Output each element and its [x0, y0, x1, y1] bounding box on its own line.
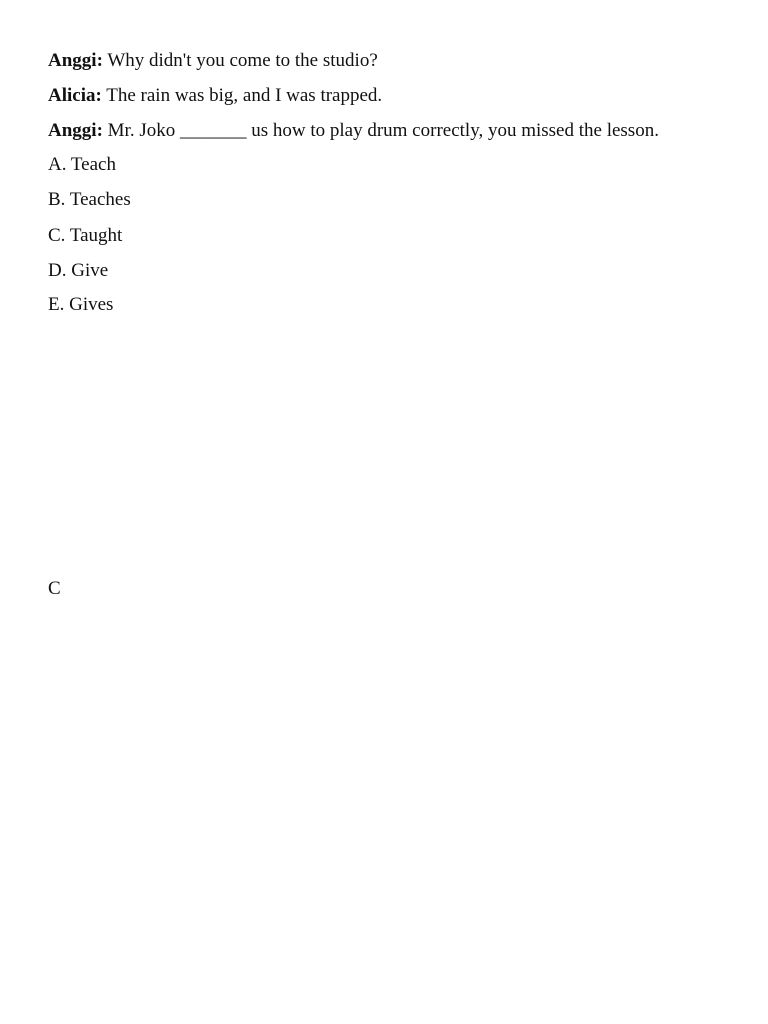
dialogue-text: The rain was big, and I was trapped.	[101, 85, 383, 106]
option-b: B. Teaches	[48, 189, 131, 210]
option-a: A. Teach	[48, 154, 116, 175]
option-d: D. Give	[48, 260, 109, 281]
option-e: E. Gives	[48, 294, 114, 315]
dialogue-text: Mr. Joko _______ us how to play drum correctly, you missed the lesson.	[102, 120, 659, 141]
option-c: C. Taught	[48, 225, 123, 246]
dialogue-line	[48, 121, 659, 140]
dialogue-text: Why didn't you come to the studio?	[102, 50, 378, 71]
dialogue-line	[48, 51, 378, 70]
speaker-name: Anggi:	[48, 50, 103, 71]
speaker-name: Alicia:	[48, 85, 102, 106]
speaker-name: Anggi:	[48, 120, 103, 141]
answer-key: C	[48, 578, 61, 599]
dialogue-line	[48, 86, 382, 105]
